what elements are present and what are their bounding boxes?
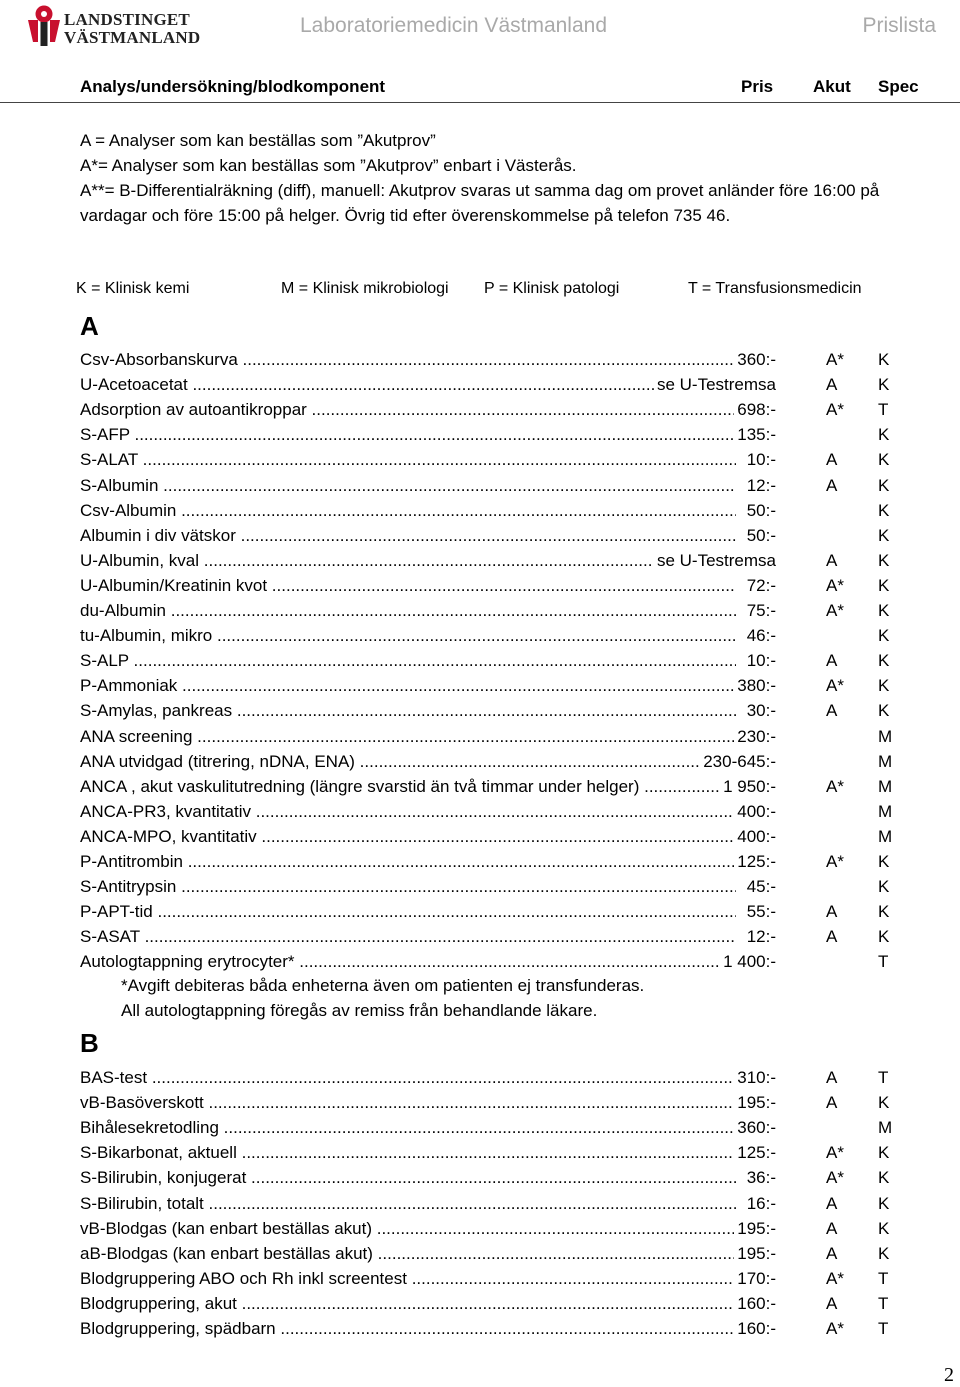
row-name: U-Albumin/Kreatinin kvot ..... xyxy=(80,576,736,596)
row-price: 380:- xyxy=(734,676,776,696)
row-name: ANCA-PR3, kvantitativ ..... xyxy=(80,802,736,822)
row-price: 195:- xyxy=(734,1244,776,1264)
row-price: 72:- xyxy=(744,576,776,596)
page-title: Laboratoriemedicin Västmanland xyxy=(300,14,608,37)
row-spec: K xyxy=(878,450,890,470)
row-name: vB-Basöverskott ..... xyxy=(80,1093,736,1113)
table-row xyxy=(80,1294,900,1319)
table-row xyxy=(80,727,900,752)
row-price: 195:- xyxy=(734,1219,776,1239)
row-price: 160:- xyxy=(734,1294,776,1314)
table-row xyxy=(80,576,900,601)
row-price: 1 400:- xyxy=(720,952,776,972)
row-name: S-Bilirubin, totalt ..... xyxy=(80,1194,736,1214)
row-akut: A* xyxy=(826,350,844,369)
row-akut: A* xyxy=(826,1168,844,1188)
row-akut: A xyxy=(826,1068,838,1087)
row-spec: K xyxy=(878,676,890,696)
row-spec: K xyxy=(878,1218,890,1238)
row-name: tu-Albumin, mikro ..... xyxy=(80,626,736,646)
row-name: Blodgruppering ABO och Rh inkl screentest ..... xyxy=(80,1269,736,1289)
legend-t: T = Transfusionsmedicin xyxy=(688,280,862,297)
row-spec: M xyxy=(878,726,893,746)
row-price: 10:- xyxy=(744,651,776,671)
table-row xyxy=(80,1143,900,1168)
row-price: 30:- xyxy=(744,701,776,721)
row-spec: K xyxy=(878,927,890,947)
table-row xyxy=(80,1194,900,1219)
note-line: A**= B-Differentialräkning (diff), manuell: Akutprov svaras ut samma dag om provet anländer före 16:00 på xyxy=(80,181,880,200)
table-row xyxy=(80,1269,900,1294)
table-row xyxy=(80,1244,900,1269)
row-name: vB-Blodgas (kan enbart beställas akut) ..... xyxy=(80,1219,736,1239)
row-price: 400:- xyxy=(734,802,776,822)
table-row xyxy=(80,400,900,425)
row-price: 36:- xyxy=(744,1168,776,1188)
row-name: S-Bilirubin, konjugerat ..... xyxy=(80,1168,736,1188)
row-price: se U-Testremsa xyxy=(654,375,776,395)
row-price: 230:- xyxy=(734,727,776,747)
row-spec: K xyxy=(878,1243,890,1263)
row-price: 360:- xyxy=(734,1118,776,1138)
row-name: Bihålesekretodling ..... xyxy=(80,1118,736,1138)
row-spec: M xyxy=(878,1118,893,1138)
table-row xyxy=(80,1168,900,1193)
row-name: S-Albumin ..... xyxy=(80,476,736,496)
row-spec: K xyxy=(878,475,890,495)
row-name: BAS-test ..... xyxy=(80,1068,736,1088)
note-line: vardagar och före 15:00 på helger. Övrig tid efter överenskommelse på telefon 735 46. xyxy=(80,206,731,225)
row-akut: A xyxy=(826,651,838,671)
row-spec: T xyxy=(878,1293,889,1313)
column-headers xyxy=(80,77,960,99)
row-price: 46:- xyxy=(744,626,776,646)
row-name: U-Acetoacetat ..... xyxy=(80,375,736,395)
table-row xyxy=(80,626,900,651)
row-akut: A xyxy=(826,375,838,395)
row-price: 55:- xyxy=(744,902,776,922)
table-row xyxy=(80,752,900,777)
table-row xyxy=(80,501,900,526)
row-price: 50:- xyxy=(744,526,776,546)
row-name: S-Bikarbonat, aktuell ..... xyxy=(80,1143,736,1163)
row-spec: K xyxy=(878,626,890,646)
row-akut: A xyxy=(826,475,838,495)
legend-p: P = Klinisk patologi xyxy=(484,280,620,297)
footnote: All autologtappning föregås av remiss från behandlande läkare. xyxy=(121,1001,598,1020)
row-akut: A* xyxy=(826,676,844,696)
logo-line1: LANDSTINGET xyxy=(64,10,190,29)
column-analysis: Analys/undersökning/blodkomponent xyxy=(80,77,386,96)
specialty-legend xyxy=(76,280,956,302)
row-spec: T xyxy=(878,400,889,420)
landstinget-logo xyxy=(26,4,201,48)
row-name: ANA utvidgad (titrering, nDNA, ENA) ..... xyxy=(80,752,736,772)
row-name: Csv-Absorbanskurva ..... xyxy=(80,350,736,370)
footnote: *Avgift debiteras båda enheterna även om patienten ej transfunderas. xyxy=(121,976,645,995)
row-akut: A* xyxy=(826,852,844,871)
row-akut: A xyxy=(826,927,838,947)
row-akut: A* xyxy=(826,1319,844,1338)
notes xyxy=(80,128,950,228)
row-spec: K xyxy=(878,1168,890,1188)
table-row xyxy=(80,802,900,827)
row-price: 698:- xyxy=(734,400,776,420)
row-price: se U-Testremsa xyxy=(654,551,776,571)
note-line: A*= Analyser som kan beställas som ”Akutprov” enbart i Västerås. xyxy=(80,156,577,175)
row-name: S-Amylas, pankreas ..... xyxy=(80,701,736,721)
note-line: A = Analyser som kan beställas som ”Akutprov” xyxy=(80,131,436,150)
row-price: 75:- xyxy=(744,601,776,621)
row-spec: K xyxy=(878,1193,890,1213)
row-spec: K xyxy=(878,852,890,871)
table-row xyxy=(80,902,900,927)
table-row xyxy=(80,476,900,501)
legend-m: M = Klinisk mikrobiologi xyxy=(281,280,449,297)
column-price: Pris xyxy=(741,77,774,96)
table-row xyxy=(80,952,900,977)
table-row xyxy=(80,375,900,400)
row-name: Adsorption av autoantikroppar ..... xyxy=(80,400,736,420)
row-price: 1 950:- xyxy=(720,777,776,797)
row-name: P-APT-tid ..... xyxy=(80,902,736,922)
row-spec: K xyxy=(878,601,890,620)
table-row xyxy=(80,526,900,551)
row-spec: K xyxy=(878,500,890,520)
row-spec: M xyxy=(878,826,893,846)
row-spec: K xyxy=(878,375,890,395)
row-spec: K xyxy=(878,1143,890,1163)
row-spec: K xyxy=(878,575,890,595)
table-row xyxy=(80,852,900,877)
row-spec: K xyxy=(878,425,890,445)
row-price: 12:- xyxy=(744,927,776,947)
legend-k: K = Klinisk kemi xyxy=(76,280,190,297)
row-price: 310:- xyxy=(734,1068,776,1088)
row-spec: M xyxy=(878,776,893,796)
row-name: Blodgruppering, spädbarn ..... xyxy=(80,1319,736,1339)
row-spec: T xyxy=(878,952,889,972)
logo-line2: VÄSTMANLAND xyxy=(64,28,201,47)
row-spec: M xyxy=(878,801,893,821)
table-row xyxy=(80,701,900,726)
table-row xyxy=(80,651,900,676)
row-akut: A* xyxy=(826,601,844,620)
row-price: 170:- xyxy=(734,1269,776,1289)
row-name: aB-Blodgas (kan enbart beställas akut) ..... xyxy=(80,1244,736,1264)
row-spec: K xyxy=(878,877,890,897)
row-price: 195:- xyxy=(734,1093,776,1113)
row-name: ANCA , akut vaskulitutredning (längre svarstid än två timmar under helger) ..... xyxy=(80,777,736,797)
column-spec: Spec xyxy=(878,77,919,96)
row-spec: M xyxy=(878,751,893,771)
logo-emblem-icon xyxy=(26,4,62,48)
row-spec: K xyxy=(878,701,890,721)
row-name: S-ALP ..... xyxy=(80,651,736,671)
row-akut: A* xyxy=(826,575,844,595)
row-spec: K xyxy=(878,350,890,369)
row-akut: A xyxy=(826,1243,838,1263)
row-akut: A* xyxy=(826,776,844,796)
row-akut: A* xyxy=(826,400,844,420)
row-price: 135:- xyxy=(734,425,776,445)
column-urgent: Akut xyxy=(813,77,851,96)
table-row xyxy=(80,877,900,902)
row-name: S-ASAT ..... xyxy=(80,927,736,947)
row-price: 125:- xyxy=(734,852,776,872)
header-divider xyxy=(0,102,960,103)
row-price: 50:- xyxy=(744,501,776,521)
row-price: 400:- xyxy=(734,827,776,847)
table-row xyxy=(80,1319,900,1344)
row-name: ANA screening ..... xyxy=(80,727,736,747)
row-spec: K xyxy=(878,902,890,922)
row-akut: A xyxy=(826,550,838,570)
row-price: 16:- xyxy=(744,1194,776,1214)
table-row xyxy=(80,350,900,375)
page-section: Prislista xyxy=(862,14,936,37)
row-spec: T xyxy=(878,1268,889,1288)
row-name: Autologtappning erytrocyter* ..... xyxy=(80,952,736,972)
table-row xyxy=(80,1093,900,1118)
row-name: ANCA-MPO, kvantitativ ..... xyxy=(80,827,736,847)
row-price: 160:- xyxy=(734,1319,776,1339)
row-name: Csv-Albumin ..... xyxy=(80,501,736,521)
row-spec: K xyxy=(878,1093,890,1113)
section-letter: B xyxy=(80,1028,99,1058)
table-row xyxy=(80,1118,900,1143)
row-name: S-Antitrypsin ..... xyxy=(80,877,736,897)
row-akut: A xyxy=(826,1193,838,1213)
row-akut: A xyxy=(826,1293,838,1313)
row-akut: A* xyxy=(826,1143,844,1163)
row-akut: A xyxy=(826,1218,838,1238)
row-name: du-Albumin ..... xyxy=(80,601,736,621)
table-row xyxy=(80,601,900,626)
row-price: 125:- xyxy=(734,1143,776,1163)
row-name: S-ALAT ..... xyxy=(80,450,736,470)
row-price: 45:- xyxy=(744,877,776,897)
table-row xyxy=(80,927,900,952)
table-row xyxy=(80,1219,900,1244)
row-akut: A xyxy=(826,450,838,470)
table-row xyxy=(80,1068,900,1093)
row-name: Blodgruppering, akut ..... xyxy=(80,1294,736,1314)
table-row xyxy=(80,827,900,852)
page-number: 2 xyxy=(944,1364,954,1386)
section-letter: A xyxy=(80,311,99,341)
row-spec: K xyxy=(878,550,890,570)
row-akut: A xyxy=(826,1093,838,1113)
row-price: 230-645:- xyxy=(700,752,776,772)
row-spec: T xyxy=(878,1068,889,1087)
table-row xyxy=(80,425,900,450)
table-row xyxy=(80,676,900,701)
row-name: P-Antitrombin ..... xyxy=(80,852,736,872)
row-akut: A* xyxy=(826,1268,844,1288)
row-price: 360:- xyxy=(734,350,776,370)
row-name: P-Ammoniak ..... xyxy=(80,676,736,696)
row-akut: A xyxy=(826,902,838,922)
row-akut: A xyxy=(826,701,838,721)
row-name: S-AFP ..... xyxy=(80,425,736,445)
row-name: Albumin i div vätskor ..... xyxy=(80,526,736,546)
row-spec: K xyxy=(878,651,890,671)
row-price: 12:- xyxy=(744,476,776,496)
row-spec: K xyxy=(878,525,890,545)
table-row xyxy=(80,777,900,802)
table-row xyxy=(80,551,900,576)
row-price: 10:- xyxy=(744,450,776,470)
row-spec: T xyxy=(878,1319,889,1338)
row-name: U-Albumin, kval ..... xyxy=(80,551,736,571)
table-row xyxy=(80,450,900,475)
